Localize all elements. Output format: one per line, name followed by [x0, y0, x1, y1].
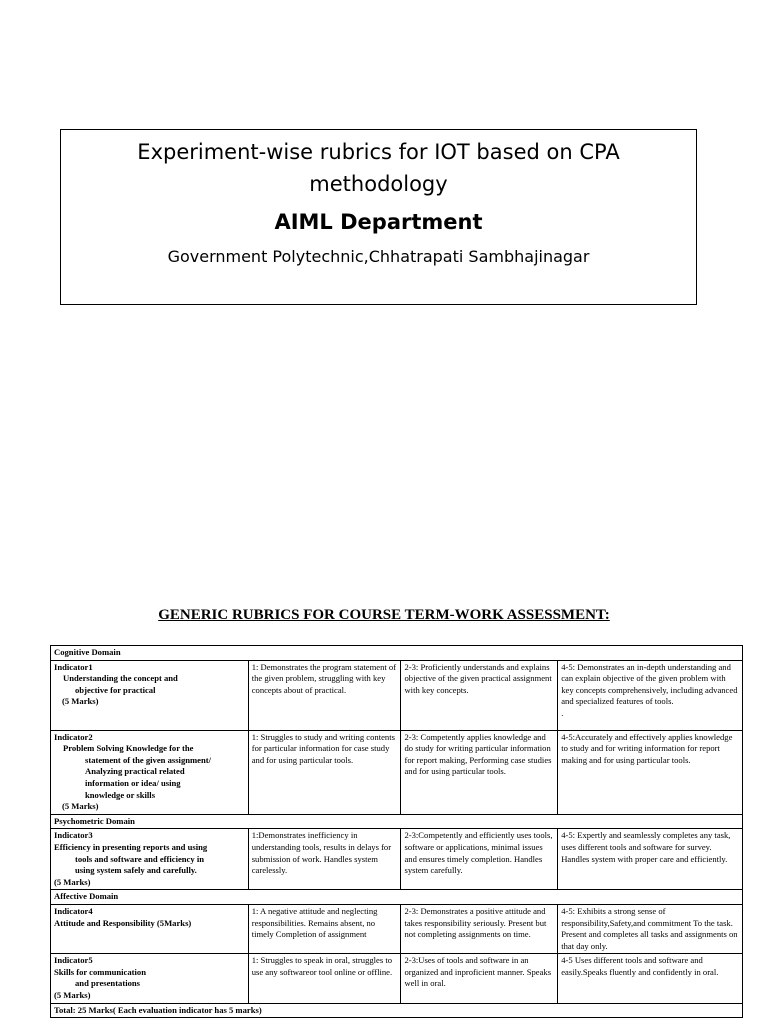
institute-name: Government Polytechnic,Chhatrapati Sambhajinagar: [167, 247, 590, 266]
domain-row: [51, 646, 743, 661]
table-row: [51, 660, 743, 730]
rubric-level-2-3: 2-3:Uses of tools and software in an organized and inproficient manner. Speaks well in oral.: [401, 954, 558, 1003]
indicator-desc: and presentations: [75, 978, 141, 989]
indicator-desc: Skills for communication: [54, 966, 146, 977]
indicator-desc: Problem Solving Knowledge for the: [63, 743, 194, 754]
indicator-marks: (5 Marks): [54, 876, 91, 887]
title-box: [60, 129, 697, 305]
indicator-desc: Efficiency in presenting reports and using: [54, 841, 208, 852]
department-name: AIML Department: [274, 210, 483, 234]
indicator-desc: Understanding the concept and: [63, 673, 178, 684]
indicator-desc: information or idea/ using: [85, 777, 181, 788]
total-row: [51, 1003, 743, 1018]
rubric-level-4-5: 4-5: Exhibits a strong sense of responsibility,Safety,and commitment To the task. Present and completes all tasks and assignments on that day only.: [558, 904, 743, 953]
table-row: [51, 829, 743, 890]
domain-row: [51, 890, 743, 905]
indicator-desc: objective for practical: [75, 684, 156, 695]
indicator-cell: [51, 954, 249, 1003]
indicator-cell: [51, 904, 249, 953]
indicator-desc: tools and software and efficiency in: [75, 853, 204, 864]
indicator-desc: using system safely and carefully.: [75, 865, 197, 876]
rubric-level-1: 1: Struggles to study and writing contents for particular information for case study and for using particular tools.: [248, 730, 401, 814]
rubric-level-2-3: 2-3: Demonstrates a positive attitude and takes responsibility seriously. Present but not completing assignments on time.: [401, 904, 558, 953]
rubric-level-2-3: 2-3:Competently and efficiently uses tools, software or applications, minimal issues and ensures timely completion. Handles system carefully.: [401, 829, 558, 890]
indicator-cell: [51, 730, 249, 814]
document-title: Experiment-wise rubrics for IOT based on CPA methodology: [137, 140, 620, 196]
indicator-desc: knowledge or skills: [85, 789, 156, 800]
domain-row: [51, 814, 743, 829]
rubric-text-extra: .: [561, 707, 564, 718]
rubric-level-4-5: [558, 660, 743, 730]
domain-label-psychometric: Psychometric Domain: [51, 814, 743, 829]
indicator-title: Indicator2: [54, 731, 93, 742]
indicator-title: Indicator4: [54, 905, 93, 916]
table-row: [51, 904, 743, 953]
rubric-text: 4-5: Demonstrates an in-depth understanding and can explain objective of the given problem with key concepts comprehensively, including advanced and specialized features of tools.: [561, 661, 738, 707]
indicator-title: Indicator3: [54, 830, 93, 841]
indicator-desc: statement of the given assignment/: [85, 754, 212, 765]
indicator-title: Indicator1: [54, 661, 93, 672]
total-marks: Total: 25 Marks( Each evaluation indicator has 5 marks): [51, 1003, 743, 1018]
table-row: [51, 954, 743, 1003]
indicator-marks: (5 Marks): [54, 990, 91, 1001]
indicator-title: Indicator5: [54, 955, 93, 966]
indicator-marks: (5 Marks): [62, 696, 99, 707]
rubric-level-1: 1: A negative attitude and neglecting responsibilities. Remains absent, no timely Completion of assignment: [248, 904, 401, 953]
rubric-level-4-5: 4-5 Uses different tools and software and easily.Speaks fluently and confidently in oral.: [558, 954, 743, 1003]
indicator-desc: Analyzing practical related: [85, 766, 185, 777]
rubric-level-1: 1: Struggles to speak in oral, struggles to use any softwareor tool online or offline.: [248, 954, 401, 1003]
rubrics-heading: GENERIC RUBRICS FOR COURSE TERM-WORK ASSESSMENT:: [158, 607, 610, 623]
indicator-marks: (5 Marks): [62, 801, 99, 812]
rubric-level-2-3: 2-3: Competently applies knowledge and do study for writing particular information for report making, Performing case studies and for using particular tools.: [401, 730, 558, 814]
indicator-desc: Attitude and Responsibility (5Marks): [54, 917, 192, 928]
indicator-cell: [51, 660, 249, 730]
indicator-cell: [51, 829, 249, 890]
rubric-level-2-3: 2-3: Proficiently understands and explains objective of the given practical assignment with key concepts.: [401, 660, 558, 730]
domain-label-affective: Affective Domain: [51, 890, 743, 905]
rubric-level-4-5: 4-5:Accurately and effectively applies knowledge to study and for writing information for report making and for using particular tools.: [558, 730, 743, 814]
rubric-level-4-5: 4-5: Expertly and seamlessly completes any task, uses different tools and software for survey. Handles system with proper care and efficiently.: [558, 829, 743, 890]
table-row: [51, 730, 743, 814]
domain-label-cognitive: Cognitive Domain: [51, 646, 743, 661]
rubric-level-1: 1: Demonstrates the program statement of the given problem, struggling with key concepts about of practical.: [248, 660, 401, 730]
rubrics-table: [50, 645, 743, 1018]
rubric-level-1: 1:Demonstrates inefficiency in understanding tools, results in delays for submission of work. Handles system carelessly.: [248, 829, 401, 890]
